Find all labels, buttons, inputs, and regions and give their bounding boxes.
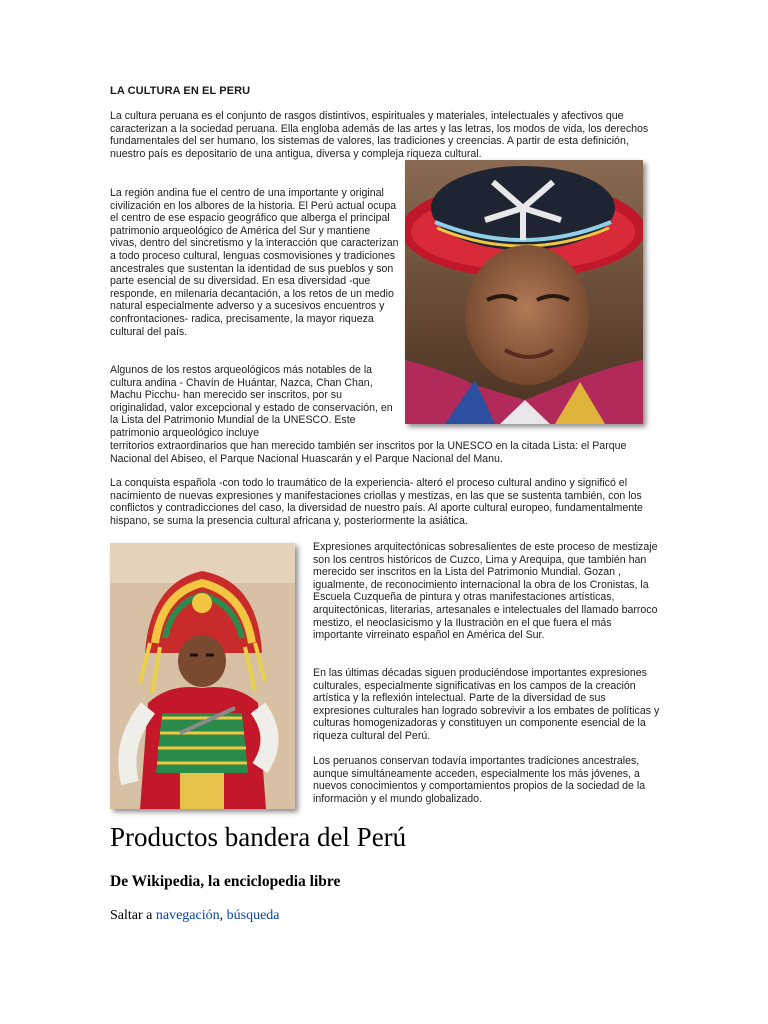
wiki-jump-links	[110, 908, 280, 924]
article-heading: LA CULTURA EN EL PERU	[110, 85, 251, 97]
paragraph-archaeology: Algunos de los restos arqueológicos más notables de la cultura andina - Chavín de Huántar, Nazca, Chan Chan, Machu Picchu- han merecido ser inscritos, por su originalidad, valor excepcional y estado de conservación, en la Lista del Patrimonio Mundial de la UNESCO. Este patrimonio arqueológico incluye	[110, 364, 393, 439]
photo-woman-red-hat	[405, 160, 643, 424]
paragraph-andean-region: La región andina fue el centro de una importante y original civilización en los albores de la historia. El Perú actual ocupa el centro de ese espacio geográfico que alberga el principal patrimonio arqueológico de América del Sur y mantiene vivas, dentro del sincretismo y la interacción que caracterizan a todo proceso cultural, lenguas cosmovisiones y tradiciones ancestrales que sustentan la identidad de sus pueblos y son parte esencial de su diversidad. En esa diversidad -que responde, en milenaria decantación, a los retos de un medio natural especialmente adverso y a sucesivos encuentros y confrontaciones- radica, precisamente, la mayor riqueza cultural del país.	[110, 187, 399, 338]
dancer-illustration	[110, 543, 295, 809]
jump-prefix: Saltar a	[110, 908, 156, 923]
search-link[interactable]: búsqueda	[226, 908, 280, 923]
paragraph-recent-decades: En las últimas décadas siguen produciéndose importantes expresiones culturales, especialmente significativas en los campos de la creación artística y la reflexión intelectual. Parte de la diversidad de sus expresiones culturales han logrado sobrevivir a los embates de políticas y culturas homogenizadoras y constituyen un componente esencial de la riqueza cultural del Perú.	[313, 667, 660, 742]
paragraph-architecture: Expresiones arquitectónicas sobresalientes de este proceso de mestizaje son los centros históricos de Cuzco, Lima y Arequipa, que también han merecido ser inscritos en la Lista del Patrimonio Mundial. Gozan , igualmente, de reconocimiento internacional la obra de los Cronistas, la Escuela Cuzqueña de pintura y otras manifestaciones artísticas, arquitectónicas, literarias, artesanales e intelectuales del llamado barroco mestizo, el neoclasicismo y la Ilustración en el que fuera el más importante virreinato español en América del Sur.	[313, 541, 658, 642]
woman-illustration	[405, 160, 643, 424]
photo-scissors-dancer	[110, 543, 295, 809]
paragraph-archaeology-continued: territorios extraordinarios que han merecido también ser inscritos por la UNESCO en la citada Lista: el Parque Nacional del Abiseo, el Parque Nacional Huascarán y el Parque Nacional del Manu.	[110, 440, 627, 465]
paragraph-spanish-conquest: La conquista española -con todo lo traumático de la experiencia- alteró el proceso cultural andino y significó el nacimiento de nuevas expresiones y manifestaciones criollas y mestizas, en las que se sustenta también, con los conflictos y contradicciones del caso, la diversidad de nuestro país. Al aporte cultural europeo, fundamentalmente hispano, se suma la presencia cultural africana y, posteriormente la asiática.	[110, 477, 643, 527]
jump-separator: ,	[219, 908, 227, 923]
paragraph-intro: La cultura peruana es el conjunto de rasgos distintivos, espirituales y materiales, intelectuales y afectivos que caracterizan a la sociedad peruana. Ella engloba además de las artes y las letras, los modos de vida, los derechos fundamentales del ser humano, los sistemas de valores, las tradiciones y creencias. A partir de esta definición, nuestro país es depositario de una antigua, diversa y compleja riqueza cultural.	[110, 110, 649, 160]
paragraph-traditions: Los peruanos conservan todavía importantes tradiciones ancestrales, aunque simultáneamente acceden, especialmente los más jóvenes, a nuevos conocimientos y comportamientos propios de la sociedad de la información y el mundo globalizado.	[313, 755, 646, 805]
navigation-link[interactable]: navegación	[155, 908, 220, 923]
wiki-subtitle: De Wikipedia, la enciclopedia libre	[110, 873, 341, 890]
wiki-page-title: Productos bandera del Perú	[110, 822, 407, 852]
